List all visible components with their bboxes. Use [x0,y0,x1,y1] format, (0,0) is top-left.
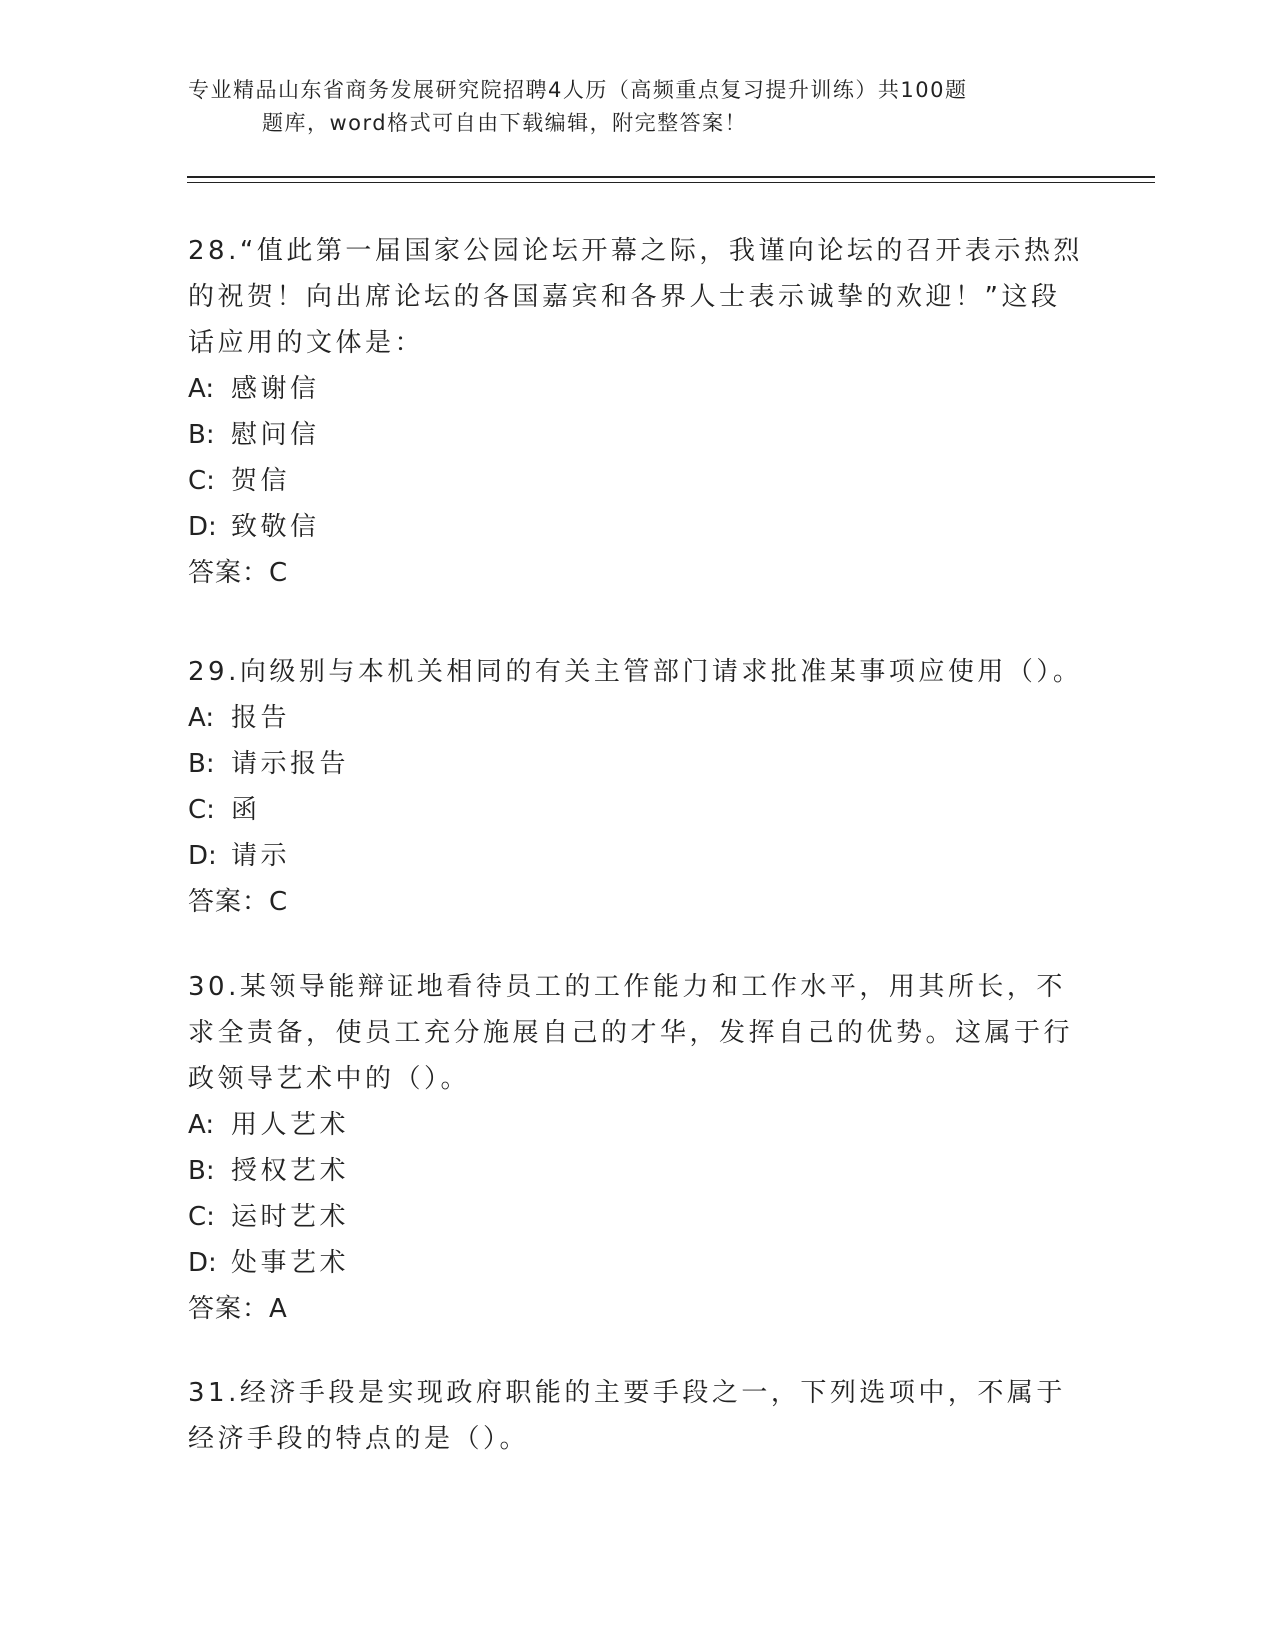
option-text: 报告 [231,703,291,733]
option-b [188,741,1088,787]
question-28 [188,228,1088,596]
option-b [188,412,1088,458]
option-c [188,1194,1088,1240]
option-text: 请示报告 [231,749,350,779]
question-31 [188,1370,1088,1462]
option-d [188,833,1088,879]
option-text: 慰问信 [231,420,320,450]
option-key: D: [188,1248,217,1278]
option-key: A: [188,703,215,733]
option-text: 处事艺术 [231,1248,350,1278]
option-text: 贺信 [231,466,291,496]
option-c [188,787,1088,833]
option-key: D: [188,512,217,542]
option-key: A: [188,1110,215,1140]
option-b [188,1148,1088,1194]
option-text: 函 [231,795,261,825]
question-text: 31.经济手段是实现政府职能的主要手段之一，下列选项中，不属于经济手段的特点的是（）。 [188,1378,1066,1454]
option-key: A: [188,374,215,404]
option-a [188,1102,1088,1148]
option-d [188,1240,1088,1286]
option-key: B: [188,420,215,450]
header-rule-thick [187,176,1155,178]
option-text: 请示 [231,841,291,871]
question-text: 30.某领导能辩证地看待员工的工作能力和工作水平，用其所长，不求全责备，使员工充分施展自己的才华，发挥自己的优势。这属于行政领导艺术中的（）。 [188,972,1074,1094]
question-30 [188,964,1088,1332]
option-key: C: [188,1202,215,1232]
option-text: 致敬信 [231,512,320,542]
answer: 答案：A [188,1294,288,1324]
question-text: 29.向级别与本机关相同的有关主管部门请求批准某事项应使用（）。 [188,657,1083,687]
option-key: D: [188,841,217,871]
option-key: C: [188,795,215,825]
option-d [188,504,1088,550]
option-c [188,458,1088,504]
header-rule-thin [187,182,1155,183]
option-text: 授权艺术 [231,1156,350,1186]
document-header [188,74,1068,140]
option-text: 感谢信 [231,374,320,404]
option-a [188,366,1088,412]
option-a [188,695,1088,741]
header-line-1: 专业精品山东省商务发展研究院招聘4人历（高频重点复习提升训练）共100题 [188,78,968,102]
option-text: 运时艺术 [231,1202,350,1232]
option-text: 用人艺术 [231,1110,350,1140]
answer: 答案：C [188,558,289,588]
option-key: B: [188,749,215,779]
question-text: 28.“值此第一届国家公园论坛开幕之际，我谨向论坛的召开表示热烈的祝贺！向出席论坛的各国嘉宾和各界人士表示诚挚的欢迎！”这段话应用的文体是： [188,236,1083,358]
answer: 答案：C [188,887,289,917]
question-29 [188,649,1088,925]
option-key: C: [188,466,215,496]
header-line-2: 题库，word格式可自由下载编辑，附完整答案！ [262,111,748,135]
option-key: B: [188,1156,215,1186]
